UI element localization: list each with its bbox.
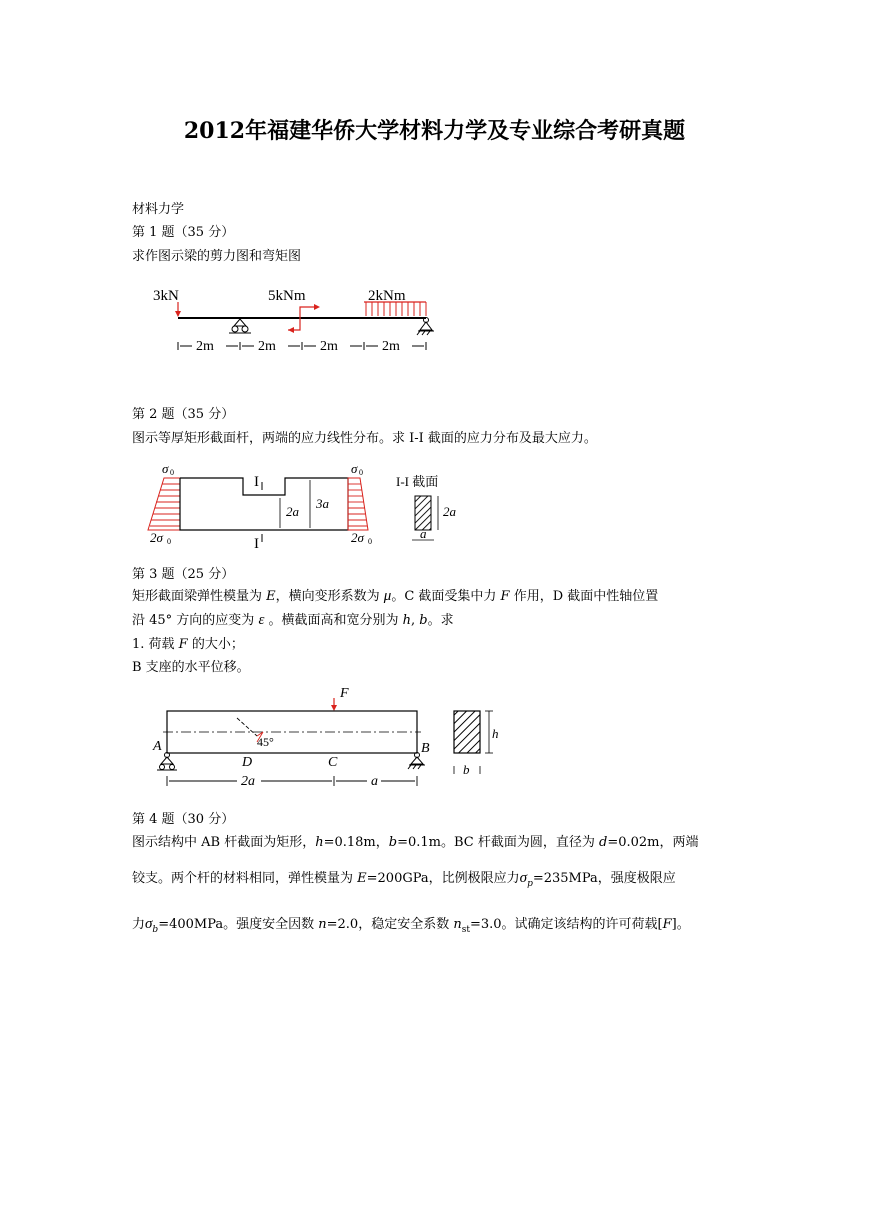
section-height: 2a [443,504,456,519]
q2-prompt: 图示等厚矩形截面杆，两端的应力线性分布。求 I-I 截面的应力分布及最大应力。 [132,431,597,446]
roller-support-icon [229,319,251,333]
strain-gauge-line [237,718,257,736]
span1-label: 2m [196,339,214,354]
span2-label: 2m [258,339,276,354]
q1-heading: 第 1 题（35 分） [132,225,235,240]
q3-line1: 矩形截面梁弹性模量为 E，横向变形系数为 μ。C 截面受集中力 F 作用，D 截面中性轴位置 [132,588,659,604]
svg-text:0: 0 [368,537,372,546]
distributed-load-arrows [366,302,426,316]
moment-5knm-label: 5kNm [268,288,306,304]
sigma0-right-sub: 0 [359,468,363,477]
load-3kn-label: 3kN [153,288,179,304]
q4-heading: 第 4 题（30 分） [132,812,235,827]
sigma0-left: σ [162,461,169,476]
q3-item1: 1. 荷载 F 的大小； [132,637,244,652]
point-c-label: C [328,755,338,770]
sigma0-left-sub: 0 [170,468,174,477]
span4-label: 2m [382,339,400,354]
section-mark-top: I [254,474,259,490]
section-heading: 材料力学 [132,202,185,217]
section-rect [415,496,431,530]
q3-beam-figure [145,684,505,794]
force-label: F [340,686,349,701]
q4-line1: 图示结构中 AB 杆截面为矩形，h=0.18m，b=0.1m。BC 杆截面为圆，直径为 d=0.02m，两端 [132,835,699,850]
dim-2a: 2a [286,504,299,519]
pin-support-icon [417,318,434,336]
pin-support-a-icon [157,753,177,771]
section-title: I-I 截面 [396,474,439,489]
dim-2a-label: 2a [241,774,255,789]
q3-heading: 第 3 题（25 分） [132,567,235,582]
q1-prompt: 求作图示梁的剪力图和弯矩图 [132,249,302,264]
q3-dimension-line [167,776,417,786]
section-mark-bottom: I [254,536,259,552]
q2-bar-figure [140,458,480,553]
dim-3a: 3a [316,496,329,511]
svg-text:0: 0 [167,537,171,546]
distributed-load-label: 2kNm [368,288,406,304]
dim-a-label: a [371,774,378,789]
q3-line2: 沿 45° 方向的应变为 ε 。横截面高和宽分别为 h, b。求 [132,612,454,628]
page-title: 2012年福建华侨大学材料力学及专业综合考研真题 [183,118,686,144]
q3-section-rect [454,711,480,753]
section-width: a [420,526,427,541]
right-stress-distribution [348,478,368,530]
section-h-label: h [492,726,499,741]
two-sigma0-right: 2σ [351,530,364,545]
left-stress-distribution [148,478,180,530]
q4-line3: 力$\sigma_b=400MPa$。强度安全因数 n=2.0，稳定安全系数 $n_{st}=3.0$。试确定该结构的许可荷载[F]。 [132,916,690,935]
point-b-label: B [421,741,430,756]
q3-item2: B 支座的水平位移。 [132,660,250,675]
point-a-label: A [153,739,162,754]
point-d-label: D [242,755,253,770]
q4-line2: 铰支。两个杆的材料相同，弹性模量为 E=200GPa，比例极限应力$\sigma_p=235MPa$，强度极限应 [132,870,676,889]
angle-label: 45° [257,735,274,749]
sigma0-right: σ [351,461,358,476]
two-sigma0-left: 2σ [150,530,163,545]
q1-beam-figure [140,280,450,360]
span3-label: 2m [320,339,338,354]
section-b-label: b [463,762,470,777]
q2-heading: 第 2 题（35 分） [132,407,235,422]
